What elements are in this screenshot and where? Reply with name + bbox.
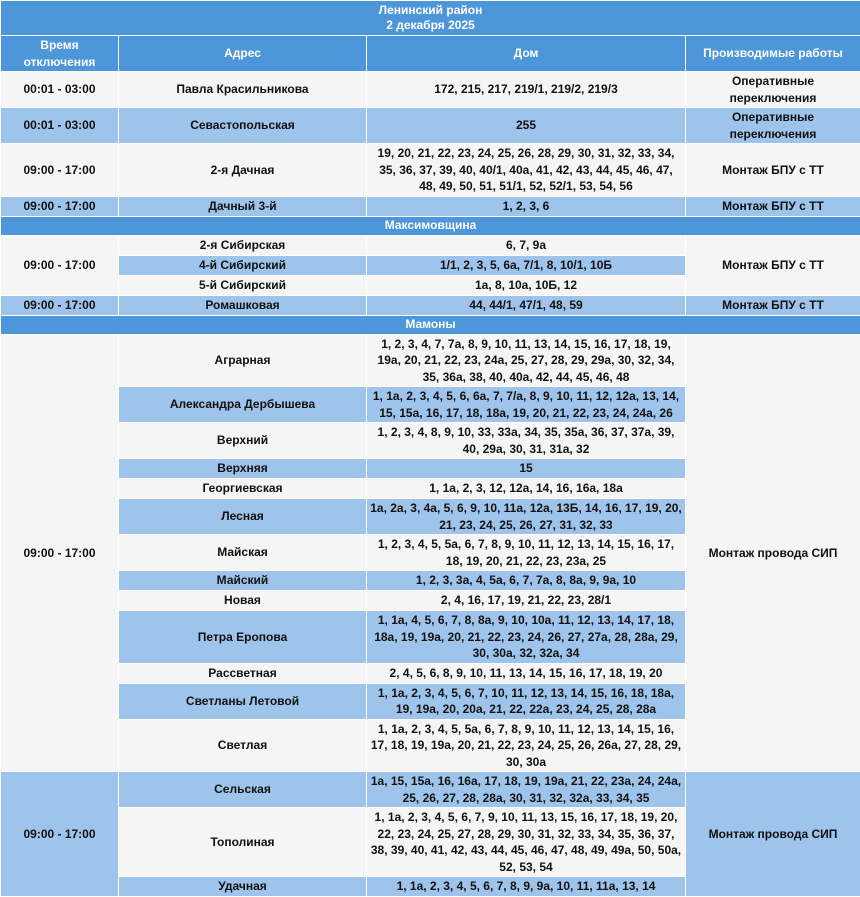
address-cell: Дачный 3-й bbox=[119, 196, 367, 216]
section-title-maksimovshchina: Максимовщина bbox=[1, 216, 860, 235]
address-cell: Светланы Летовой bbox=[119, 683, 367, 719]
schedule-date: 2 декабря 2025 bbox=[1, 18, 860, 33]
work-cell: Монтаж провода СИП bbox=[686, 334, 860, 772]
houses-cell: 1, 1а, 2, 3, 4, 5, 6, 7, 10, 11, 12, 13, 14, 15, 16, 18, 18а, 19, 19а, 20, 20а, 21, 22, 22а, 23, 24, 25, 28, 28а bbox=[367, 683, 686, 719]
address-cell: Севастопольская bbox=[119, 108, 367, 144]
address-cell: Ромашковая bbox=[119, 295, 367, 315]
address-cell: Аграрная bbox=[119, 334, 367, 387]
time-cell: 09:00 - 17:00 bbox=[1, 295, 119, 315]
address-cell: 2-я Сибирская bbox=[119, 235, 367, 255]
houses-cell: 2, 4, 5, 6, 8, 9, 10, 11, 13, 14, 15, 16, 17, 18, 19, 20 bbox=[367, 663, 686, 683]
houses-cell: 19, 20, 21, 22, 23, 24, 25, 26, 28, 29, 30, 31, 32, 33, 34, 35, 36, 37, 39, 40, 40/1, 40а, 41, 42, 43, 44, 45, 46, 47, 48, 49, 50, 51, 51/1, 52, 52/1, 53, 54, 56 bbox=[367, 144, 686, 197]
houses-cell: 1, 2, 3, 4, 5, 5а, 6, 7, 8, 9, 10, 11, 12, 13, 14, 15, 16, 17, 18, 19, 20, 21, 22, 23, 23а, 25 bbox=[367, 535, 686, 571]
address-cell: Александра Дербышева bbox=[119, 387, 367, 423]
address-cell: 4-й Сибирский bbox=[119, 255, 367, 275]
column-header-time: Время отключения bbox=[1, 36, 119, 72]
address-cell: Рассветная bbox=[119, 663, 367, 683]
houses-cell: 1, 1а, 2, 3, 4, 5, 6, 7, 9, 10, 11, 13, 15, 16, 17, 18, 19, 20, 22, 23, 24, 25, 27, 28, 29, 30, 31, 32, 33, 34, 35, 36, 37, 38, 39, 40, 41, 42, 43, 44, 45, 46, 47, 48, 49, 49а, 50, 50а, 52, 53, 54 bbox=[367, 808, 686, 877]
address-cell: Верхний bbox=[119, 423, 367, 459]
work-cell: Монтаж БПУ с ТТ bbox=[686, 295, 860, 315]
table-row bbox=[1, 108, 860, 144]
column-header-house: Дом bbox=[367, 36, 686, 72]
address-cell: 2-я Дачная bbox=[119, 144, 367, 197]
houses-cell: 1, 1а, 2, 3, 4, 5, 5а, 6, 7, 8, 9, 10, 11, 12, 13, 14, 15, 16, 17, 18, 19, 19а, 20, 21, 22, 23, 24, 25, 26, 26а, 27, 28, 29, 30, 30а bbox=[367, 719, 686, 772]
houses-cell: 172, 215, 217, 219/1, 219/2, 219/3 bbox=[367, 72, 686, 108]
work-cell: Оперативные переключения bbox=[686, 108, 860, 144]
houses-cell: 1, 1а, 2, 3, 12, 12а, 14, 16, 16а, 18а bbox=[367, 479, 686, 499]
address-cell: Петра Еропова bbox=[119, 611, 367, 664]
table-row bbox=[1, 772, 860, 808]
district-name: Ленинский район bbox=[1, 3, 860, 18]
houses-cell: 15 bbox=[367, 459, 686, 479]
address-cell: Светлая bbox=[119, 719, 367, 772]
address-cell: Сельская bbox=[119, 772, 367, 808]
houses-cell: 1а, 15, 15а, 16, 16а, 17, 18, 19, 19а, 21, 22, 23а, 24, 24а, 25, 26, 27, 28, 28а, 30, 31, 32, 32а, 33, 34, 35 bbox=[367, 772, 686, 808]
houses-cell: 1, 2, 3, 6 bbox=[367, 196, 686, 216]
houses-cell: 1, 2, 3, 4, 8, 9, 10, 33, 33а, 34, 35, 35а, 36, 37, 37а, 39, 40, 29а, 30, 31, 31а, 32 bbox=[367, 423, 686, 459]
houses-cell: 1, 2, 3, 3а, 4, 5а, 6, 7, 7а, 8, 8а, 9, 9а, 10 bbox=[367, 571, 686, 591]
houses-cell: 1, 1а, 2, 3, 4, 5, 6, 6а, 7, 7/а, 8, 9, 10, 11, 12, 12а, 13, 14, 15, 15а, 16, 17, 18, 18а, 19, 20, 21, 22, 23, 24, 24а, 26 bbox=[367, 387, 686, 423]
work-cell: Монтаж БПУ с ТТ bbox=[686, 196, 860, 216]
houses-cell: 255 bbox=[367, 108, 686, 144]
houses-cell: 1, 1а, 4, 5, 6, 7, 8, 8а, 9, 10, 10а, 11, 12, 13, 14, 17, 18, 18а, 19, 19а, 20, 21, 22, 23, 24, 26, 27, 27а, 28, 28а, 29, 30, 30а, 32, 32а, 34 bbox=[367, 611, 686, 664]
address-cell: Верхняя bbox=[119, 459, 367, 479]
houses-cell: 1/1, 2, 3, 5, 6а, 7/1, 8, 10/1, 10Б bbox=[367, 255, 686, 275]
houses-cell: 6, 7, 9а bbox=[367, 235, 686, 255]
section-header-row bbox=[1, 216, 860, 235]
houses-cell: 1а, 8, 10а, 10Б, 12 bbox=[367, 275, 686, 295]
section-header-row bbox=[1, 315, 860, 334]
houses-cell: 1, 1а, 2, 3, 4, 5, 6, 7, 8, 9, 9а, 10, 11, 11а, 13, 14 bbox=[367, 877, 686, 897]
address-cell: Павла Красильникова bbox=[119, 72, 367, 108]
address-cell: Удачная bbox=[119, 877, 367, 897]
work-cell: Монтаж провода СИП bbox=[686, 772, 860, 897]
time-cell: 09:00 - 17:00 bbox=[1, 772, 119, 897]
time-cell: 09:00 - 17:00 bbox=[1, 196, 119, 216]
houses-cell: 1а, 2а, 3, 4а, 5, 6, 9, 10, 11а, 12а, 13Б, 14, 16, 17, 19, 20, 21, 23, 24, 25, 26, 27, 31, 32, 33 bbox=[367, 499, 686, 535]
work-cell: Оперативные переключения bbox=[686, 72, 860, 108]
table-row bbox=[1, 235, 860, 255]
address-cell: Майская bbox=[119, 535, 367, 571]
section-title-mamony: Мамоны bbox=[1, 315, 860, 334]
column-header-address: Адрес bbox=[119, 36, 367, 72]
houses-cell: 1, 2, 3, 4, 7, 7а, 8, 9, 10, 11, 13, 14, 15, 16, 17, 18, 19, 19а, 20, 21, 22, 23, 24а, 25, 27, 28, 29, 29а, 30, 32, 34, 35, 36а, 38, 40, 40а, 42, 44, 45, 46, 48 bbox=[367, 334, 686, 387]
time-cell: 00:01 - 03:00 bbox=[1, 108, 119, 144]
time-cell: 09:00 - 17:00 bbox=[1, 235, 119, 295]
table-row bbox=[1, 196, 860, 216]
table-row bbox=[1, 295, 860, 315]
address-cell: Георгиевская bbox=[119, 479, 367, 499]
time-cell: 09:00 - 17:00 bbox=[1, 144, 119, 197]
houses-cell: 2, 4, 16, 17, 19, 21, 22, 23, 28/1 bbox=[367, 591, 686, 611]
table-row bbox=[1, 144, 860, 197]
column-header-row bbox=[1, 36, 860, 72]
time-cell: 09:00 - 17:00 bbox=[1, 334, 119, 772]
address-cell: Лесная bbox=[119, 499, 367, 535]
address-cell: 5-й Сибирский bbox=[119, 275, 367, 295]
table-row bbox=[1, 334, 860, 387]
address-cell: Майский bbox=[119, 571, 367, 591]
address-cell: Новая bbox=[119, 591, 367, 611]
work-cell: Монтаж БПУ с ТТ bbox=[686, 144, 860, 197]
table-row bbox=[1, 72, 860, 108]
table-title bbox=[1, 1, 860, 36]
houses-cell: 44, 44/1, 47/1, 48, 59 bbox=[367, 295, 686, 315]
work-cell: Монтаж БПУ с ТТ bbox=[686, 235, 860, 295]
column-header-work: Производимые работы bbox=[686, 36, 860, 72]
address-cell: Тополиная bbox=[119, 808, 367, 877]
time-cell: 00:01 - 03:00 bbox=[1, 72, 119, 108]
